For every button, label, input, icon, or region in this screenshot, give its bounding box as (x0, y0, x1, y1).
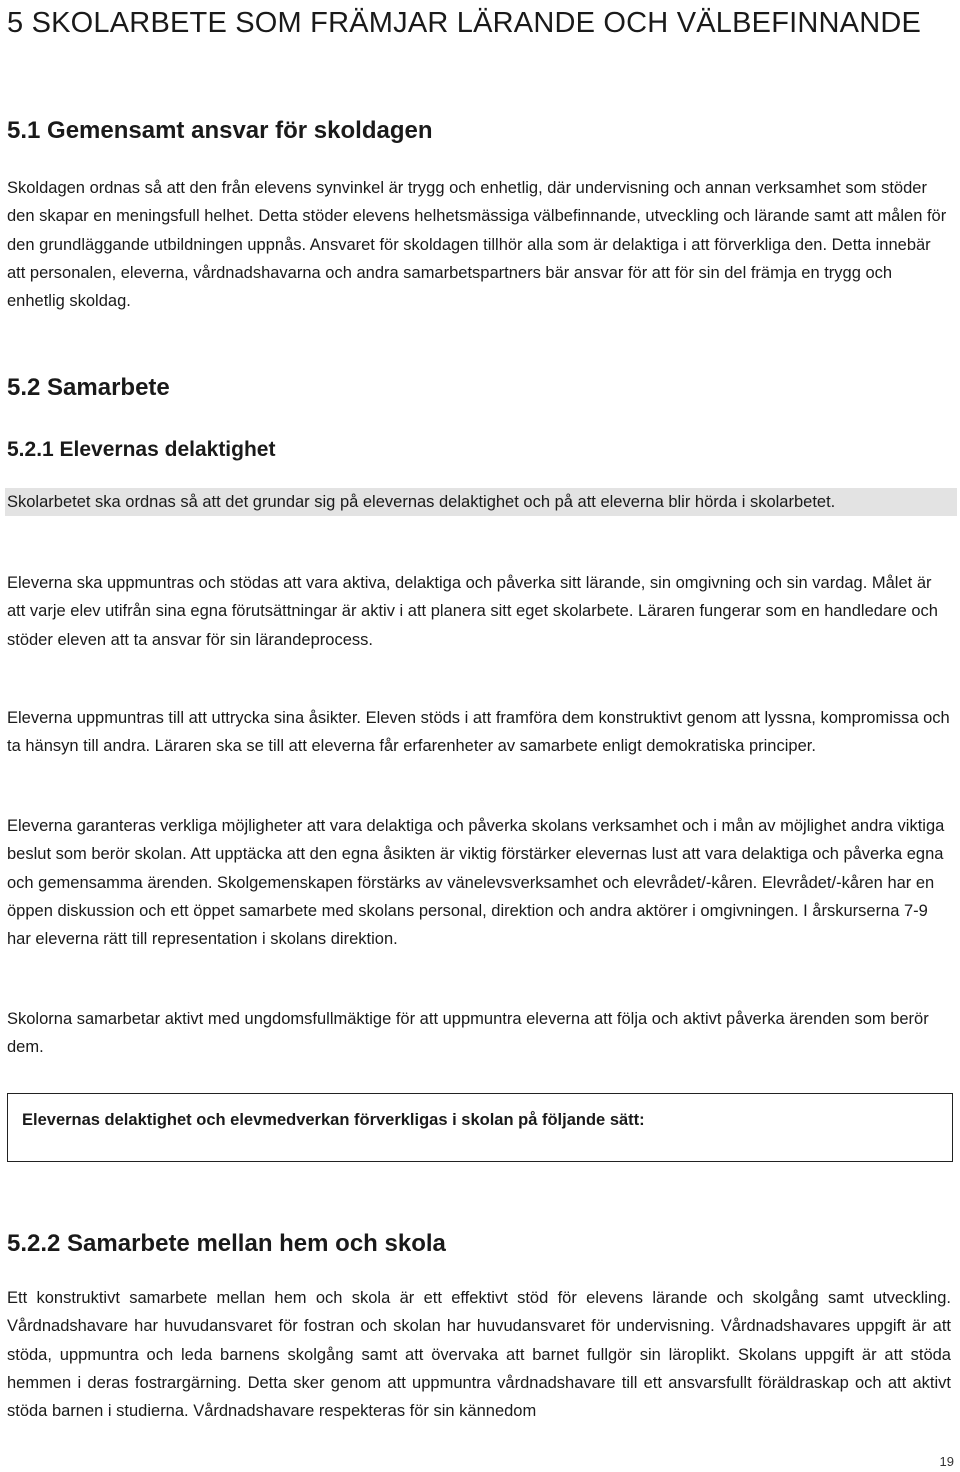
participation-paragraph-2: Eleverna uppmuntras till att uttrycka sina åsikter. Eleven stöds i att framföra dem konstruktivt genom att lyssna, kompromissa och ta hänsyn till andra. Läraren ska se till att eleverna får erfarenheter av samarbete enligt demokratiska principer. (7, 709, 950, 756)
section-heading-5-1: 5.1 Gemensamt ansvar för skoldagen (7, 117, 433, 144)
participation-paragraph-4: Skolorna samarbetar aktivt med ungdomsfullmäktige för att uppmuntra eleverna att följa och aktivt påverka ärenden som berör dem. (7, 1010, 929, 1057)
participation-paragraph-1: Eleverna ska uppmuntras och stödas att vara aktiva, delaktiga och påverka sitt lärande, sin omgivning och sin vardag. Målet är att varje elev utifrån sina egna förutsättningar är aktiv i att planera sitt eget skolarbete. Läraren fungerar som en handledare och stöder eleven att ta ansvar för sin lärandeprocess. (7, 574, 938, 649)
local-practice-box-label: Elevernas delaktighet och elevmedverkan förverkligas i skolan på följande sätt: (22, 1111, 645, 1129)
local-practice-box (7, 1093, 953, 1162)
home-school-paragraph: Ett konstruktivt samarbete mellan hem och skola är ett effektivt stöd för elevens lärande och skolgång samt utveckling. Vårdnadshavare har huvudansvaret för fostran och skolan har huvudansvaret för undervisning. Vårdnadshavares uppgift är att stöda, uppmuntra och leda barnens skolgång samt att övervaka att barnet fullgör sin läroplikt. Skolans uppgift är att stöda hemmen i deras fostrargärning. Detta sker genom att uppmuntra vårdnadshavare till ett ansvarsfullt föräldraskap och att aktivt stöda barnen i studierna. Vårdnadshavare respekteras för sin kännedom (7, 1289, 951, 1421)
participation-paragraph-3: Eleverna garanteras verkliga möjligheter att vara delaktiga och påverka skolans verksamhet och i mån av möjlighet andra viktiga beslut som berör skolan. Att upptäcka att den egna åsikten är viktig förstärker elevernas lust att vara delaktiga och påverka egna och gemensamma ärenden. Skolgemenskapen förstärks av vänelevsverksamhet och elevrådet/-kåren. Elevrådet/-kåren har en öppen diskussion och ett öppet samarbete med skolans personal, direktion och andra aktörer i omgivningen. I årskurserna 7-9 har eleverna rätt till representation i skolans direktion. (7, 817, 945, 949)
section-heading-5-2-1: 5.2.1 Elevernas delaktighet (7, 438, 276, 461)
chapter-title: 5 SKOLARBETE SOM FRÄMJAR LÄRANDE OCH VÄLBEFINNANDE (7, 7, 922, 39)
highlighted-paragraph: Skolarbetet ska ordnas så att det grundar sig på elevernas delaktighet och på att eleverna blir hörda i skolarbetet. (5, 488, 957, 516)
section-5-1-paragraph: Skoldagen ordnas så att den från elevens synvinkel är trygg och enhetlig, där undervisning och annan verksamhet som stöder den skapar en meningsfull helhet. Detta stöder elevens helhetsmässiga välbefinnande, utveckling och lärande samt att målen för den grundläggande utbildningen uppnås. Ansvaret för skoldagen tillhör alla som är delaktiga i att förverkliga den. Detta innebär att personalen, eleverna, vårdnadshavarna och andra samarbetspartners bär ansvar för att för sin del främja en trygg och enhetlig skoldag. (7, 179, 947, 311)
section-heading-5-2-2: 5.2.2 Samarbete mellan hem och skola (7, 1230, 446, 1257)
page-number: 19 (939, 1454, 954, 1469)
section-heading-5-2: 5.2 Samarbete (7, 374, 170, 401)
